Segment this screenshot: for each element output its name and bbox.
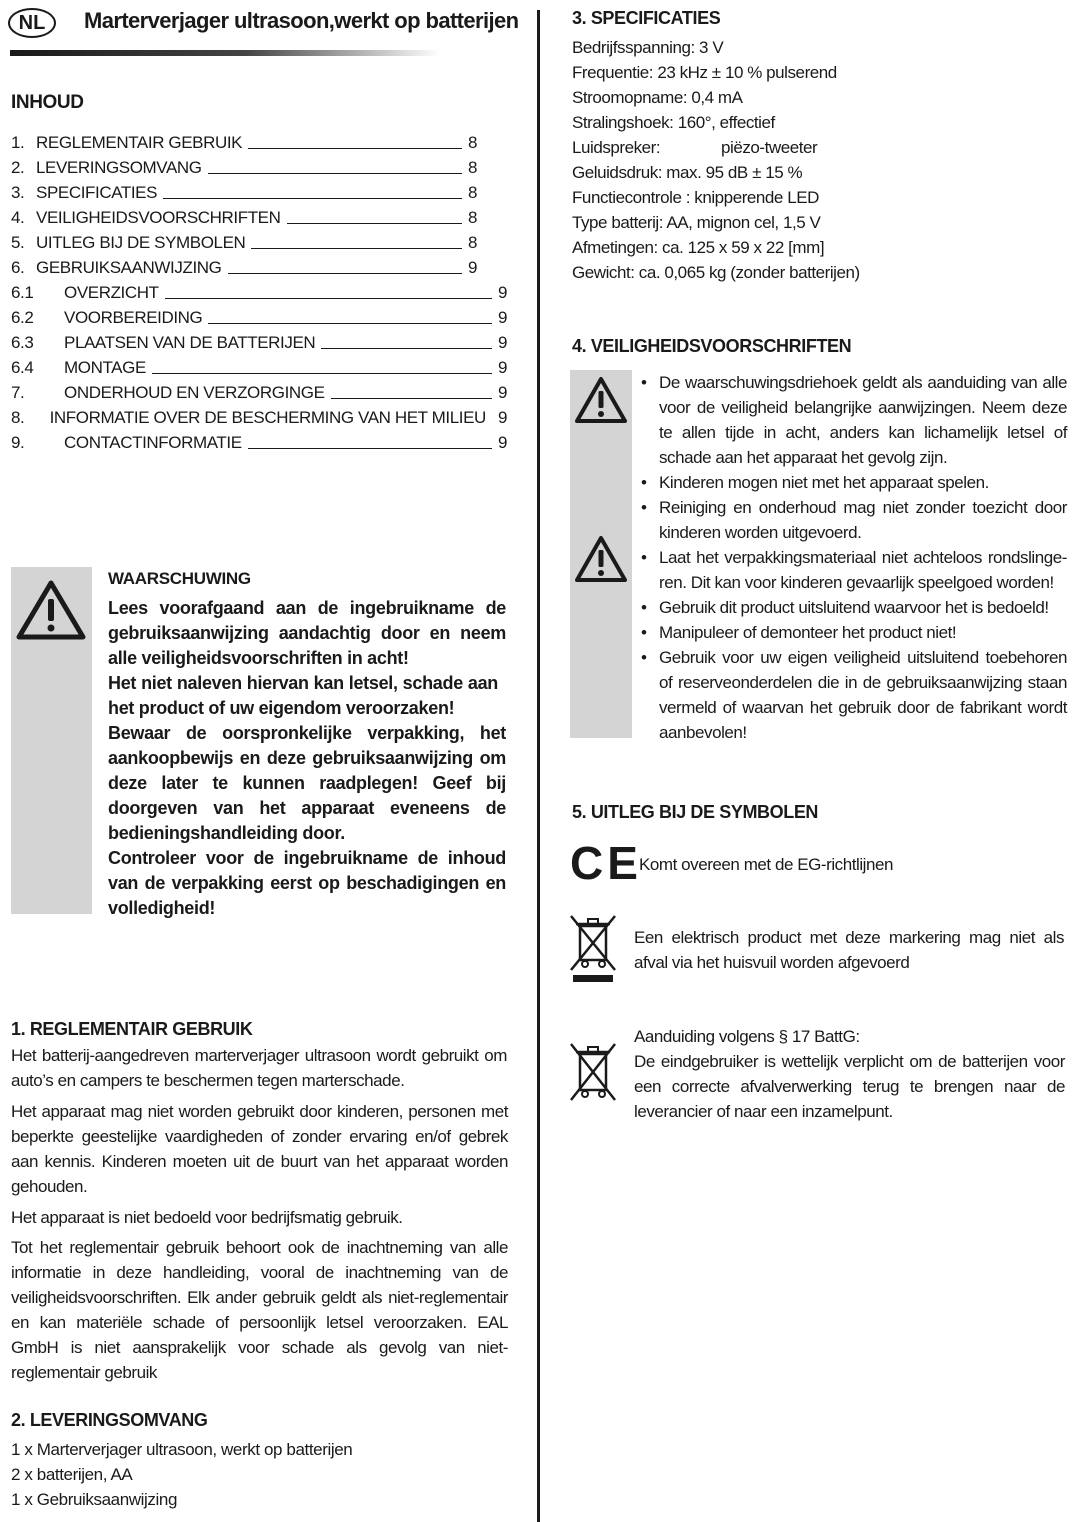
toc-leader-line: [287, 223, 462, 224]
crossed-out-bin-icon: [568, 912, 618, 984]
toc-number: 6.: [11, 258, 25, 277]
warning-text-1: Lees voorafgaand aan de ingebruikname de gebruiksaanwijzing aandachtig door en neem alle veiligheidsvoorschriften in acht!: [108, 598, 506, 668]
spec-row: Type batterij: AA, mignon cel, 1,5 V: [572, 213, 821, 232]
spec-row: Afmetingen: ca. 125 x 59 x 22 [mm]: [572, 238, 825, 257]
toc-leader-line: [208, 323, 492, 324]
toc-label: VEILIGHEIDSVOORSCHRIFTEN: [36, 208, 281, 227]
warning-text-2: Het niet naleven hiervan kan letsel, schade aan het product of uw eigendom veroorzaken!: [108, 673, 498, 718]
toc-label: INFORMATIE OVER DE BESCHERMING VAN HET MILIEU: [49, 408, 486, 427]
section-1-paragraph-3: Het apparaat is niet bedoeld voor bedrijfsmatig gebruik.: [11, 1208, 403, 1227]
toc-row[interactable]: [11, 128, 477, 153]
warning-triangle-icon: [574, 376, 628, 424]
safety-bullet: • Laat het verpakkingsmateriaal niet achteloos rondslinge-ren. Dit kan voor kinderen gevaarlijk speelgoed worden!: [641, 545, 1067, 595]
toc-leader-line: [152, 373, 492, 374]
delivery-item: 2 x batterijen, AA: [11, 1465, 133, 1484]
toc-number: 3.: [11, 183, 25, 202]
section-2-heading: 2. LEVERINGSOMVANG: [11, 1410, 208, 1430]
section-3-heading: 3. SPECIFICATIES: [572, 8, 721, 28]
spec-row: Luidspreker:: [572, 138, 661, 157]
toc-label: GEBRUIKSAANWIJZING: [36, 258, 222, 277]
section-1-paragraph-2: Het apparaat mag niet worden gebruikt door kinderen, personen met beperkte geestelijke vaardigheden of zonder ervaring en/of gebrek aan kennis. Kinderen moeten uit de buurt van het apparaat worden gehouden.: [11, 1102, 508, 1196]
warning-title: WAARSCHUWING: [108, 569, 251, 588]
toc-number: 6.2: [11, 308, 34, 327]
weee-text: Een elektrisch product met deze markering mag niet als afval via het huisvuil worden afgevoerd: [634, 928, 1064, 972]
battery-law-title: Aanduiding volgens § 17 BattG:: [634, 1027, 860, 1046]
toc-heading: INHOUD: [11, 92, 84, 113]
toc-label: SPECIFICATIES: [36, 183, 158, 202]
delivery-item: 1 x Gebruiksaanwijzing: [11, 1490, 178, 1509]
language-badge: NL: [8, 8, 56, 38]
ce-mark-icon: CE: [570, 837, 642, 889]
toc-label: VOORBEREIDING: [64, 308, 203, 327]
toc-row[interactable]: [11, 278, 507, 303]
crossed-out-battery-bin-icon: [568, 1040, 618, 1104]
safety-bullet: • De waarschuwingsdriehoek geldt als aanduiding van alle voor de veiligheid belangrijke aanwijzingen. Neem deze te allen tijde in acht, anders kan lichamelijk letsel of schade aan het apparaat het gevolg zijn.: [641, 370, 1067, 470]
toc-page-number: 9: [497, 333, 507, 352]
toc-page-number: 8: [467, 158, 477, 177]
safety-bullet: • Manipuleer of demonteer het product niet!: [641, 620, 1067, 645]
toc-label: REGLEMENTAIR GEBRUIK: [36, 133, 243, 152]
safety-bullet: • Reiniging en onderhoud mag niet zonder toezicht door kinderen worden uitgevoerd.: [641, 495, 1067, 545]
toc-row[interactable]: [11, 178, 477, 203]
toc-leader-line: [163, 198, 462, 199]
toc-row[interactable]: [11, 403, 507, 428]
toc-number: 9.: [11, 433, 25, 452]
toc-label: LEVERINGSOMVANG: [36, 158, 202, 177]
toc-row[interactable]: [11, 353, 507, 378]
toc-row[interactable]: [11, 203, 477, 228]
safety-bullet: • Kinderen mogen niet met het apparaat spelen.: [641, 470, 1067, 495]
speaker-value: piëzo-tweeter: [721, 138, 818, 157]
warning-text-3: Bewaar de oorspronkelijke verpakking, het aankoopbewijs en deze gebruiksaanwijzing om deze later te kunnen raadplegen! Geef bij doorgeven van het apparaat eveneens de bedieningshandleiding door.: [108, 723, 506, 843]
toc-number: 1.: [11, 133, 25, 152]
toc-page-number: 9: [497, 408, 507, 427]
toc-leader-line: [331, 398, 492, 399]
toc-page-number: 8: [467, 208, 477, 227]
spec-row: Functiecontrole : knipperende LED: [572, 188, 819, 207]
toc-page-number: 9: [497, 433, 507, 452]
toc-row[interactable]: [11, 153, 477, 178]
ce-text: Komt overeen met de EG-richtlijnen: [639, 855, 893, 874]
toc-label: PLAATSEN VAN DE BATTERIJEN: [64, 333, 316, 352]
toc-label: MONTAGE: [64, 358, 146, 377]
toc-label: ONDERHOUD EN VERZORGINGE: [64, 383, 325, 402]
toc-row[interactable]: [11, 303, 507, 328]
safety-bullet-list: [641, 370, 1067, 745]
toc-row[interactable]: [11, 228, 477, 253]
toc-leader-line: [321, 348, 492, 349]
section-4-heading: 4. VEILIGHEIDSVOORSCHRIFTEN: [572, 336, 852, 356]
spec-row: Bedrijfsspanning: 3 V: [572, 38, 724, 57]
document-title: Marterverjager ultrasoon,werkt op batterijen: [84, 8, 519, 33]
battery-law-text: De eindgebruiker is wettelijk verplicht om de batterijen voor een correcte afvalverwerking terug te brengen naar de leverancier of naar een inzamelpunt.: [634, 1052, 1065, 1121]
toc-row[interactable]: [11, 428, 507, 453]
toc-page-number: 9: [497, 283, 507, 302]
toc-leader-line: [248, 448, 492, 449]
toc-number: 6.4: [11, 358, 34, 377]
spec-row: Frequentie: 23 kHz ± 10 % pulserend: [572, 63, 837, 82]
toc-leader-line: [165, 298, 492, 299]
toc-row[interactable]: [11, 328, 507, 353]
header-rule: [10, 50, 440, 56]
toc-leader-line: [251, 248, 462, 249]
toc-row[interactable]: [11, 253, 477, 278]
spec-row: Stroomopname: 0,4 mA: [572, 88, 743, 107]
safety-bullet: • Gebruik dit product uitsluitend waarvoor het is bedoeld!: [641, 595, 1067, 620]
toc-row[interactable]: [11, 378, 507, 403]
toc-leader-line: [248, 148, 462, 149]
toc-page-number: 8: [467, 133, 477, 152]
toc-number: 5.: [11, 233, 25, 252]
toc-number: 8.: [11, 408, 25, 427]
toc-leader-line: [228, 273, 462, 274]
toc-label: UITLEG BIJ DE SYMBOLEN: [36, 233, 246, 252]
column-divider: [537, 10, 540, 1522]
section-1-heading: 1. REGLEMENTAIR GEBRUIK: [11, 1019, 253, 1039]
toc-page-number: 8: [467, 233, 477, 252]
toc-page-number: 8: [467, 183, 477, 202]
warning-triangle-icon: [15, 579, 87, 641]
toc-page-number: 9: [497, 383, 507, 402]
toc-number: 6.1: [11, 283, 34, 302]
toc-page-number: 9: [497, 308, 507, 327]
section-1-paragraph-1: Het batterij-aangedreven marterverjager ultrasoon wordt gebruikt om auto’s en campers te beschermen tegen marterschade.: [11, 1046, 507, 1090]
spec-row: Geluidsdruk: max. 95 dB ± 15 %: [572, 163, 803, 182]
spec-row: Gewicht: ca. 0,065 kg (zonder batterijen): [572, 263, 860, 282]
warning-text-4: Controleer voor de ingebruikname de inhoud van de verpakking eerst op beschadigingen en volledigheid!: [108, 848, 506, 918]
warning-triangle-icon: [574, 535, 628, 583]
section-5-heading: 5. UITLEG BIJ DE SYMBOLEN: [572, 802, 819, 822]
toc-number: 6.3: [11, 333, 34, 352]
delivery-item: 1 x Marterverjager ultrasoon, werkt op batterijen: [11, 1440, 353, 1459]
toc-label: OVERZICHT: [64, 283, 159, 302]
toc-number: 2.: [11, 158, 25, 177]
toc-page-number: 9: [467, 258, 477, 277]
toc-leader-line: [208, 173, 462, 174]
toc-label: CONTACTINFORMATIE: [64, 433, 242, 452]
toc-page-number: 9: [497, 358, 507, 377]
toc-number: 4.: [11, 208, 25, 227]
safety-bullet: • Gebruik voor uw eigen veiligheid uitsluitend toebehoren of reserveonderdelen die in de gebruiksaanwijzing staan vermeld of waarvan het gebruik door de fabrikant wordt aanbevolen!: [641, 645, 1067, 745]
section-1-paragraph-4: Tot het reglementair gebruik behoort ook de inachtneming van alle informatie in deze handleiding, vooral de inachtneming van de veiligheidsvoorschriften. Elk ander gebruik geldt als niet-reglementair en kan materiële schade of persoonlijk letsel veroorzaken. EAL GmbH is niet aansprakelijk voor schade als gevolg van niet-reglementair gebruik: [11, 1238, 508, 1382]
spec-row: Stralingshoek: 160°, effectief: [572, 113, 775, 132]
toc-number: 7.: [11, 383, 25, 402]
